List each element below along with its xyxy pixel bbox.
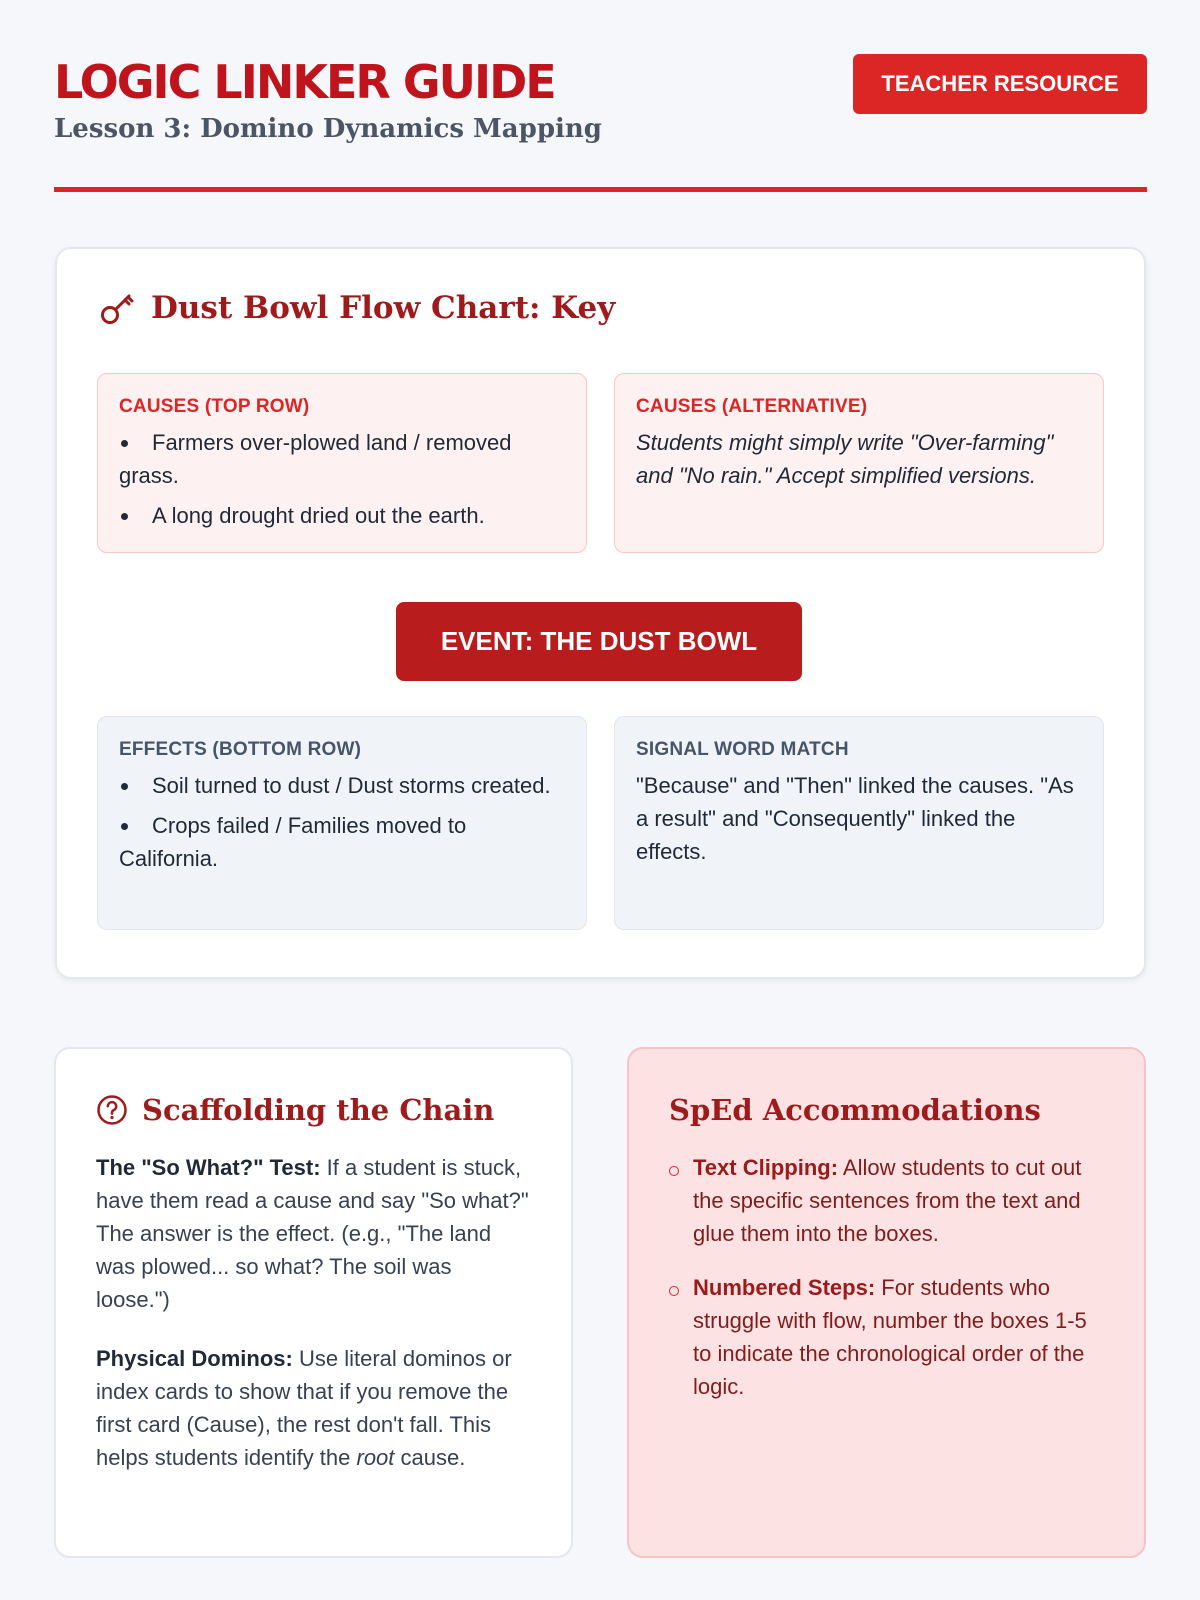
key-icon bbox=[99, 289, 137, 327]
root-emphasis: root bbox=[356, 1445, 395, 1470]
page-subtitle: Lesson 3: Domino Dynamics Mapping bbox=[54, 114, 602, 144]
list-item: Crops failed / Families moved to California. bbox=[119, 809, 565, 875]
signal-word-match-label: SIGNAL WORD MATCH bbox=[636, 739, 849, 760]
so-what-test-text: If a student is stuck, have them read a cause and say "So what?" The answer is the effect. (e.g., "The land was plowed... so what? The soil was loose.") bbox=[96, 1155, 529, 1312]
effects-bottom-row-box bbox=[97, 716, 587, 930]
causes-alternative-box bbox=[614, 373, 1104, 553]
physical-dominos-paragraph bbox=[96, 1342, 531, 1474]
sped-accommodations-panel bbox=[627, 1047, 1146, 1558]
teacher-resource-badge: TEACHER RESOURCE bbox=[853, 54, 1147, 114]
causes-alternative-text: Students might simply write "Over-farming" and "No rain." Accept simplified versions. bbox=[636, 430, 1054, 488]
physical-dominos-term: Physical Dominos: bbox=[96, 1346, 293, 1371]
signal-word-match-text: "Because" and "Then" linked the causes. "As a result" and "Consequently" linked the effects. bbox=[636, 773, 1074, 864]
list-item: Farmers over-plowed land / removed grass. bbox=[119, 426, 565, 492]
so-what-test-term: The "So What?" Test: bbox=[96, 1155, 321, 1180]
text-clipping-term: Text Clipping: bbox=[693, 1155, 839, 1180]
scaffolding-heading bbox=[96, 1093, 531, 1127]
causes-alternative-label: CAUSES (ALTERNATIVE) bbox=[636, 396, 868, 417]
scaffolding-title: Scaffolding the Chain bbox=[142, 1093, 495, 1127]
physical-dominos-text-end: cause. bbox=[394, 1445, 466, 1470]
header-divider bbox=[54, 187, 1147, 192]
list-item bbox=[669, 1271, 1104, 1403]
page-title: LOGIC LINKER GUIDE bbox=[54, 55, 555, 109]
causes-top-row-label: CAUSES (TOP ROW) bbox=[119, 396, 310, 417]
page-header bbox=[54, 54, 1147, 194]
question-circle-icon bbox=[96, 1094, 128, 1126]
scaffolding-panel bbox=[54, 1047, 573, 1558]
list-item: Soil turned to dust / Dust storms created. bbox=[119, 769, 565, 802]
numbered-steps-term: Numbered Steps: bbox=[693, 1275, 876, 1300]
event-box: EVENT: THE DUST BOWL bbox=[396, 602, 802, 681]
list-item: A long drought dried out the earth. bbox=[119, 499, 565, 532]
key-card-title: Dust Bowl Flow Chart: Key bbox=[151, 290, 616, 326]
text-clipping-text: Allow students to cut out the specific sentences from the text and glue them into the boxes. bbox=[693, 1155, 1082, 1246]
numbered-steps-text: For students who struggle with flow, number the boxes 1-5 to indicate the chronological order of the logic. bbox=[693, 1275, 1087, 1399]
effects-bottom-row-label: EFFECTS (BOTTOM ROW) bbox=[119, 739, 362, 760]
so-what-test-paragraph bbox=[96, 1151, 531, 1316]
signal-word-match-box bbox=[614, 716, 1104, 930]
flow-chart-key-card bbox=[55, 247, 1146, 979]
causes-top-row-box bbox=[97, 373, 587, 553]
physical-dominos-text: Use literal dominos or index cards to show that if you remove the first card (Cause), the rest don't fall. This helps students identify the bbox=[96, 1346, 512, 1470]
list-item bbox=[669, 1151, 1104, 1250]
sped-heading bbox=[669, 1093, 1104, 1127]
sped-title: SpEd Accommodations bbox=[669, 1093, 1041, 1127]
key-card-heading bbox=[99, 289, 615, 327]
